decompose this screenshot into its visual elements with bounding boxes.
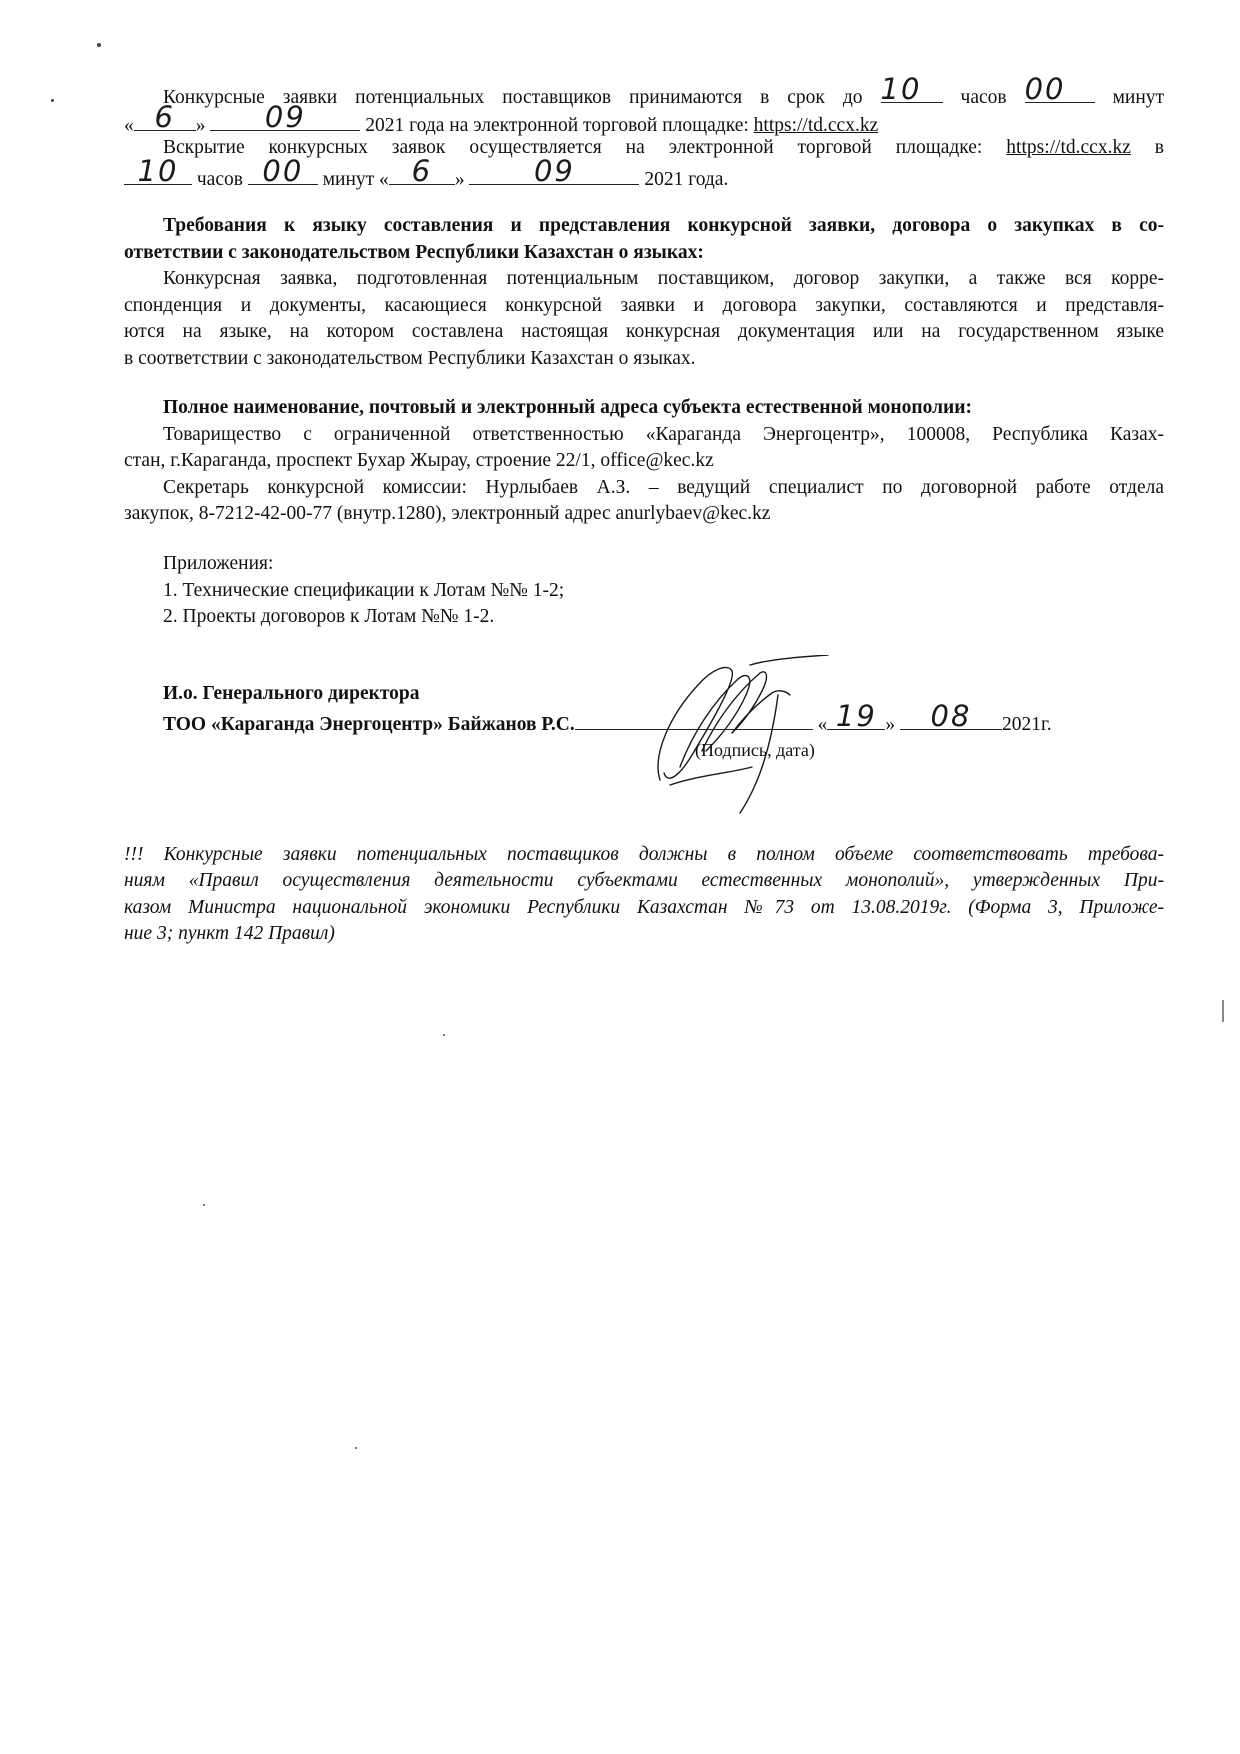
handwritten-sign-month: 08	[930, 699, 972, 733]
opening-month-field	[469, 154, 639, 188]
handwritten-day: 6	[154, 100, 175, 134]
opening-hours-field	[124, 154, 192, 188]
opening-close-quote: »	[454, 169, 465, 190]
note-line-4: ние 3; пункт 142 Правил)	[124, 923, 335, 944]
sign-month-field	[900, 699, 1002, 733]
note-line-2: ниям «Правил осуществления деятельности субъектами естественных монополий», утвержденных При-	[124, 870, 1164, 891]
note-line-3: казом Министра национальной экономики Республики Казахстан №73 от 13.08.2019г. (Форма 3, Приложе-	[124, 897, 1164, 918]
opening-in-word: в	[1154, 137, 1165, 158]
address-heading: Полное наименование, почтовый и электронный адреса субъекта естественной монополии:	[163, 397, 972, 418]
handwritten-opening-month: 09	[533, 154, 575, 188]
handwritten-opening-day: 6	[411, 154, 433, 188]
hours-field	[880, 72, 943, 106]
opening-minutes-field	[248, 154, 318, 188]
opening-day-field	[389, 154, 455, 188]
close-quote: »	[195, 115, 206, 136]
handwritten-minutes: 00	[1024, 72, 1066, 106]
deadline-text: Конкурсные заявки потенциальных поставщиков принимаются в срок до	[163, 87, 863, 108]
attachments-heading: Приложения:	[163, 553, 274, 574]
language-para-4: в соответствии с законодательством Республики Казахстан о языках.	[124, 348, 696, 369]
sign-open-quote: «	[817, 714, 828, 735]
scan-speck	[1222, 1000, 1224, 1022]
deadline-year-text: 2021 года на электронной торговой площадке:	[365, 115, 749, 136]
handwritten-sign-day: 19	[835, 699, 877, 733]
note-line-1: !!! Конкурсные заявки потенциальных поставщиков должны в полном объеме соответствовать требова-	[124, 844, 1164, 865]
secretary-line-1: Секретарь конкурсной комиссии: Нурлыбаев А.З. – ведущий специалист по договорной работе отдела	[163, 477, 1164, 498]
hours-word: часов	[960, 87, 1007, 108]
handwritten-month: 09	[264, 100, 306, 134]
handwritten-opening-minutes: 00	[262, 154, 304, 188]
language-para-1: Конкурсная заявка, подготовленная потенциальным поставщиком, договор закупки, а также вся корре-	[163, 268, 1164, 289]
opening-line-2	[124, 154, 1164, 194]
opening-minutes-word: минут «	[322, 169, 389, 190]
deadline-url-link[interactable]: https://td.ccx.kz	[753, 115, 879, 136]
signatory-title: И.о. Генерального директора	[163, 683, 420, 704]
scan-speck	[97, 43, 101, 47]
signatory-org-name: ТОО «Караганда Энергоцентр» Байжанов Р.С.	[163, 714, 575, 735]
scan-speck	[203, 1204, 205, 1206]
address-line-1: Товарищество с ограниченной ответственностью «Караганда Энергоцентр», 100008, Республика Казах-	[163, 424, 1164, 445]
month-field	[210, 100, 360, 134]
language-heading-2: ответствии с законодательством Республики Казахстан о языках:	[124, 242, 704, 263]
secretary-line-2: закупок, 8-7212-42-00-77 (внутр.1280), электронный адрес anurlybaev@kec.kz	[124, 503, 771, 524]
minutes-field	[1024, 72, 1095, 106]
opening-text: Вскрытие конкурсных заявок осуществляется на электронной торговой площадке:	[163, 137, 983, 158]
signature-caption: (Подпись, дата)	[695, 740, 815, 760]
attachment-item-2: 2. Проекты договоров к Лотам №№ 1-2.	[163, 606, 495, 627]
minutes-word: минут	[1112, 87, 1165, 108]
address-line-2: стан, г.Караганда, проспект Бухар Жырау, строение 22/1, office@kec.kz	[124, 450, 714, 471]
language-para-2: спонденция и документы, касающиеся конкурсной заявки и договора закупки, составляются и представля-	[124, 295, 1164, 316]
sign-year: 2021г.	[1002, 714, 1052, 735]
attachment-item-1: 1. Технические спецификации к Лотам №№ 1-2;	[163, 580, 565, 601]
scan-speck	[51, 99, 54, 102]
scan-speck	[443, 1034, 445, 1036]
opening-year-text: 2021 года.	[644, 169, 729, 190]
scan-speck	[355, 1447, 357, 1449]
signature-drawing	[640, 655, 840, 830]
handwritten-hours: 10	[880, 72, 922, 106]
opening-hours-word: часов	[196, 169, 243, 190]
sign-close-quote: »	[885, 714, 896, 735]
open-quote: «	[124, 115, 134, 136]
opening-url-link[interactable]: https://td.ccx.kz	[1006, 137, 1131, 158]
language-para-3: ются на языке, на котором составлена настоящая конкурсная документация или на государственном языке	[124, 321, 1164, 342]
handwritten-opening-hours: 10	[137, 154, 179, 188]
language-heading-1: Требования к языку составления и представления конкурсной заявки, договора о закупках в со-	[163, 215, 1164, 236]
day-field	[134, 100, 196, 134]
